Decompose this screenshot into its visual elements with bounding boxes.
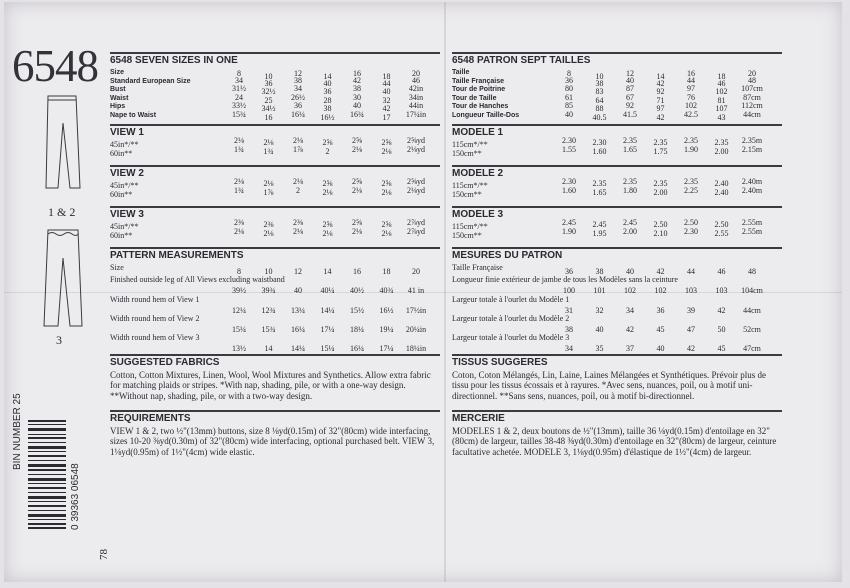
pm-row-value: 14	[264, 343, 273, 353]
size-value: 38	[323, 104, 332, 114]
yardage-value: 2⅛yd	[407, 185, 425, 195]
size-value: 44	[687, 75, 695, 85]
pm-row-value: 31	[565, 305, 573, 315]
pm-row-value: 34	[626, 305, 634, 315]
yardage-value: 2⅛	[381, 187, 392, 197]
yardage-value: 2.45	[562, 217, 576, 227]
size-value: 36	[294, 101, 302, 111]
size-value: 42in	[408, 84, 424, 94]
size-value: 43	[717, 113, 726, 122]
size-value: 17	[382, 113, 391, 122]
size-value: 34	[235, 75, 243, 85]
yardage-value: 1¾	[263, 146, 274, 156]
pm-row-value: 16¼	[350, 343, 364, 353]
size-value: 18	[717, 72, 726, 81]
pm-row-value: 45	[717, 343, 726, 353]
size-value: 46	[717, 78, 726, 88]
yardage-label: 115cm*/**	[452, 139, 488, 149]
pm-size-value: 40	[626, 266, 634, 276]
yardage-value: 2⅛	[293, 226, 303, 236]
view-title: VIEW 2	[110, 165, 440, 181]
size-value: 46	[412, 75, 420, 85]
yardage-value: 2.45	[623, 217, 637, 227]
view-label-1-2: 1 & 2	[48, 205, 76, 219]
size-value: 80	[565, 84, 573, 94]
yardage-label: 150cm**	[452, 230, 482, 240]
barcode-digits: 0 39363 06548	[70, 463, 81, 530]
size-value: 48	[748, 75, 756, 85]
size-row-label: Size	[110, 69, 125, 76]
size-value: 42	[656, 78, 665, 88]
yardage-value: 2.50	[684, 217, 698, 227]
yardage-value: 2⅞yd	[407, 217, 425, 227]
yardage-value: 2⅛	[322, 228, 333, 238]
pm-row-value: 13½	[232, 343, 246, 353]
pm-row-value: 17½in	[405, 305, 427, 315]
view-title: MODELE 2	[452, 165, 782, 181]
size-row-label: Longueur Taille-Dos	[452, 112, 520, 119]
yardage-value: 2	[325, 146, 330, 156]
size-value: 112cm	[741, 101, 763, 111]
yardage-value: 2⅛	[352, 185, 362, 195]
yardage-value: 2.10	[653, 228, 668, 238]
fabrics-text: Cotton, Cotton Mixtures, Linen, Wool, Wool Mixtures and Synthetics. Allow extra fabric for matching plaids or stripes. *With nap, shading, pile, or with a one-way design. **Without nap, shading, pile, or with a two-way design.	[110, 369, 431, 401]
pm-row-value: 42	[687, 343, 695, 353]
pm-row-value: 18¼	[350, 324, 364, 334]
size-value: 40	[382, 87, 391, 97]
pm-row-value: 14¼	[291, 343, 305, 353]
yardage-value: 2.40	[714, 187, 729, 197]
yardage-value: 2.35	[623, 176, 637, 186]
view-title: MODELE 3	[452, 206, 782, 222]
yardage-label: 45in*/**	[110, 221, 139, 231]
size-value: 36	[565, 75, 573, 85]
yardage-value: 2⅝	[352, 176, 362, 186]
size-value: 42	[353, 75, 361, 85]
yardage-value: 1.75	[653, 146, 668, 156]
pm-row-value: 44cm	[743, 305, 761, 315]
bin-number: BIN NUMBER 25	[12, 393, 23, 470]
requirements-text: MODELES 1 & 2, deux boutons de ½"(13mm), taille 36 ⅛yd(0.15m) d'entoilage en 32"(80cm) de largeur, tailles 38-48 ⅜yd(0.30m) d'entoilage en 32"(80cm) de largeur, ceinture facultative achetée. MODELE 3, 1⅛yd(0.95m) d'élastique de 1½"(4cm) de largeur.	[452, 425, 777, 457]
pm-size-label: Taille Française	[452, 262, 503, 272]
yardage-value: 1.65	[623, 144, 637, 154]
pm-row-value: 104cm	[741, 285, 763, 295]
yardage-value: 1⅞	[263, 187, 274, 197]
yardage-value: 2⅛	[234, 135, 244, 145]
pm-size-value: 42	[656, 266, 665, 276]
pm-row-label: Largeur totale à l'ourlet du Modèle 2	[452, 313, 570, 323]
size-value: 32	[382, 95, 391, 105]
pm-row-value: 47	[687, 324, 695, 334]
yardage-value: 1.60	[562, 185, 576, 195]
pm-row-value: 34	[565, 343, 573, 353]
yardage-value: 2⅝	[381, 178, 392, 188]
size-value: 87cm	[743, 92, 761, 102]
yardage-value: 2.00	[653, 187, 668, 197]
size-value: 18	[382, 72, 391, 81]
pm-row-value: 17¼	[379, 343, 394, 353]
size-row-label: Nape to Waist	[110, 112, 157, 119]
yardage-value: 2⅛	[263, 178, 274, 188]
size-value: 12	[294, 69, 302, 78]
yardage-value: 1.90	[562, 226, 576, 236]
size-value: 40	[626, 75, 634, 85]
fabrics-text: Coton, Coton Mélangés, Lin, Laine, Laines Mélangées et Synthétiques. Prévoir plus de tissu pour les tissus écossais et à rayures. *Avec sens, nuances, poil, ou à motif uni-directionnel. **Sans sens, nuances, poil, ou à motif bi-directionnel.	[452, 369, 766, 401]
size-value: 34	[294, 84, 302, 94]
size-value: 81	[717, 95, 726, 105]
pm-row-value: 35	[595, 343, 604, 353]
pm-row-label: Largeur totale à l'ourlet du Modèle 1	[452, 294, 570, 304]
yardage-label: 60in**	[110, 230, 133, 240]
section-title: 6548 SEVEN SIZES IN ONE	[110, 52, 440, 68]
size-value: 42.5	[684, 110, 698, 119]
section-title: 6548 PATRON SEPT TAILLES	[452, 52, 782, 68]
size-value: 31½	[232, 84, 246, 94]
size-value: 8	[567, 69, 571, 78]
yardage-value: 2.15m	[741, 144, 763, 154]
size-value: 40	[565, 110, 573, 119]
yardage-value: 2.00	[714, 146, 729, 156]
yardage-value: 2⅛yd	[407, 144, 425, 154]
yardage-label: 115cm*/**	[452, 180, 488, 190]
pm-row-value: 45	[656, 324, 665, 334]
requirements-title: REQUIREMENTS	[110, 410, 440, 426]
yardage-label: 45in*/**	[110, 139, 139, 149]
yardage-value: 2.35	[623, 135, 637, 145]
fabrics-title: TISSUS SUGGERES	[452, 354, 782, 370]
size-value: 107	[715, 104, 728, 114]
pm-row-value: 15¼	[232, 324, 246, 334]
pm-size-value: 48	[748, 266, 756, 276]
pm-size-value: 46	[717, 266, 726, 276]
yardage-label: 60in**	[110, 189, 133, 199]
yardage-value: 2⅜	[293, 217, 303, 227]
yardage-label: 115cm*/**	[452, 221, 488, 231]
size-value: 88	[595, 104, 604, 114]
pm-row-value: 15½	[350, 305, 364, 315]
yardage-value: 2	[296, 185, 300, 195]
pm-size-value: 10	[264, 266, 273, 276]
yardage-value: 2⅛	[381, 146, 392, 156]
size-value: 14	[323, 72, 332, 81]
pm-row-value: 12¼	[232, 305, 246, 315]
pm-row-value: 16¼	[291, 324, 305, 334]
pm-row-label: Longueur finie extérieur de jambe de tous les Modèles sans la ceinture	[452, 274, 678, 284]
yardage-value: 2.30	[592, 137, 607, 147]
yardage-value: 2.30	[684, 226, 698, 236]
pm-size-label: Size	[110, 262, 124, 272]
yardage-value: 2.25	[684, 185, 698, 195]
size-value: 26½	[291, 92, 305, 102]
size-value: 102	[685, 101, 697, 111]
yardage-value: 2.35	[653, 178, 668, 188]
size-value: 33½	[232, 101, 246, 111]
yardage-value: 2⅝yd	[407, 176, 425, 186]
yardage-value: 1.95	[592, 228, 607, 238]
pm-size-value: 44	[687, 266, 695, 276]
yardage-value: 2⅝yd	[407, 135, 425, 145]
yardage-value: 2⅛	[322, 187, 333, 197]
yardage-value: 1.80	[623, 185, 637, 195]
pm-row-label: Largeur totale à l'ourlet du Modèle 3	[452, 332, 570, 342]
pm-row-value: 103	[715, 285, 728, 295]
pattern-number: 6548	[12, 41, 98, 91]
pants-front-drawing	[46, 96, 80, 188]
pm-row-value: 100	[563, 285, 575, 295]
size-row-label: Hips	[110, 103, 126, 111]
pm-size-value: 12	[294, 266, 302, 276]
pm-row-value: 37	[626, 343, 634, 353]
pm-row-value: 102	[654, 285, 667, 295]
yardage-value: 2⅜	[263, 219, 274, 229]
size-value: 92	[656, 87, 665, 97]
page-mark: 78	[98, 549, 110, 560]
pm-size-value: 36	[565, 266, 573, 276]
size-value: 14	[656, 72, 665, 81]
requirements-title: MERCERIE	[452, 410, 782, 426]
yardage-value: 2⅝	[352, 135, 362, 145]
size-value: 102	[715, 87, 728, 97]
size-row-label: Tour de Poitrine	[452, 86, 506, 94]
pm-row-value: 103	[685, 285, 697, 295]
size-value: 64	[595, 95, 604, 105]
yardage-value: 2.45	[592, 219, 607, 229]
size-value: 16½	[320, 113, 335, 122]
pm-row-value: 14¼	[320, 305, 335, 315]
size-value: 32½	[261, 87, 276, 97]
yardage-value: 2⅝	[322, 178, 333, 188]
size-value: 38	[294, 75, 302, 85]
pm-row-value: 42	[717, 305, 726, 315]
pm-row-value: 47cm	[743, 343, 761, 353]
pm-row-value: 50	[717, 324, 726, 334]
fabrics-title: SUGGESTED FABRICS	[110, 354, 440, 370]
size-value: 67	[626, 92, 634, 102]
yardage-label: 150cm**	[452, 189, 482, 199]
size-value: 17¼in	[405, 110, 427, 119]
pm-size-value: 20	[412, 266, 420, 276]
size-value: 16¾	[350, 110, 364, 119]
pm-row-value: 42	[626, 324, 634, 334]
size-value: 40.5	[592, 113, 607, 122]
size-value: 12	[626, 69, 634, 78]
size-value: 16¼	[291, 110, 305, 119]
pm-row-value: 40¾	[379, 285, 394, 295]
yardage-value: 2.55	[714, 228, 729, 238]
pm-row-label: Width round hem of View 2	[110, 313, 200, 323]
pm-row-value: 36	[656, 305, 665, 315]
size-value: 36	[323, 87, 332, 97]
size-value: 34½	[261, 104, 276, 114]
size-value: 20	[412, 69, 420, 78]
size-value: 16	[264, 113, 273, 122]
yardage-label: 150cm**	[452, 148, 482, 158]
yardage-label: 60in**	[110, 148, 133, 158]
size-value: 40	[353, 101, 361, 111]
size-value: 76	[687, 92, 695, 102]
pm-size-value: 14	[323, 266, 332, 276]
yardage-value: 1.55	[562, 144, 576, 154]
pm-row-value: 17¼	[320, 324, 335, 334]
size-row-label: Standard European Size	[110, 77, 191, 85]
size-value: 107cm	[741, 84, 763, 94]
view-label-3: 3	[56, 333, 62, 347]
pm-row-value: 19¼	[379, 324, 394, 334]
yardage-value: 2⅛	[263, 228, 274, 238]
yardage-value: 2.55m	[741, 217, 763, 227]
size-value: 16	[353, 69, 361, 78]
pm-row-value: 13¼	[291, 305, 305, 315]
pattern-measurements-title: PATTERN MEASUREMENTS	[110, 247, 440, 263]
yardage-value: 2.40	[714, 178, 729, 188]
yardage-value: 2⅝	[322, 137, 333, 147]
size-value: 44	[382, 78, 391, 88]
size-value: 28	[323, 95, 332, 105]
size-value: 36	[264, 78, 273, 88]
size-value: 20	[748, 69, 756, 78]
yardage-value: 1⅞	[293, 144, 303, 154]
yardage-value: 2.35	[684, 135, 698, 145]
yardage-value: 2⅛	[381, 228, 392, 238]
size-value: 61	[565, 92, 573, 102]
pm-row-value: 40	[656, 343, 665, 353]
yardage-value: 2.50	[714, 219, 729, 229]
size-row-label: Tour de Hanches	[452, 103, 509, 111]
size-row-label: Taille Française	[452, 77, 505, 85]
yardage-value: 2⅛	[293, 176, 303, 186]
yardage-value: 1.90	[684, 144, 698, 154]
yardage-value: 2.35	[714, 137, 729, 147]
yardage-value: 1.60	[592, 146, 607, 156]
size-value: 10	[264, 72, 273, 81]
size-value: 83	[595, 87, 604, 97]
pm-row-label: Width round hem of View 3	[110, 332, 200, 342]
pm-row-value: 20¼in	[405, 324, 427, 334]
pm-row-value: 102	[624, 285, 636, 295]
pm-size-value: 16	[353, 266, 361, 276]
yardage-value: 2.40m	[741, 185, 763, 195]
size-value: 44in	[408, 101, 424, 111]
view-title: VIEW 3	[110, 206, 440, 222]
yardage-value: 2⅛	[352, 144, 362, 154]
size-value: 85	[565, 101, 573, 111]
pm-row-value: 12¾	[261, 305, 276, 315]
view-title: VIEW 1	[110, 124, 440, 140]
size-value: 40	[323, 78, 332, 88]
size-row-label: Taille	[452, 69, 470, 76]
yardage-value: 2⅛	[234, 226, 244, 236]
yardage-value: 2⅛	[352, 226, 362, 236]
pm-row-value: 39½	[232, 285, 246, 295]
size-value: 42	[382, 104, 391, 114]
yardage-value: 2.35	[653, 137, 668, 147]
pm-row-value: 40	[595, 324, 604, 334]
yardage-value: 1¾	[234, 185, 244, 195]
yardage-value: 1.65	[592, 187, 607, 197]
yardage-value: 2.50	[653, 219, 668, 229]
pm-row-value: 40	[294, 285, 302, 295]
pm-row-value: 32	[595, 305, 604, 315]
pm-row-value: 41 in	[407, 285, 425, 295]
size-value: 34in	[408, 92, 424, 102]
yardage-value: 2.30	[562, 176, 576, 186]
yardage-value: 1¾	[234, 144, 244, 154]
pm-size-value: 18	[382, 266, 391, 276]
yardage-value: 2.00	[623, 226, 637, 236]
yardage-value: 2.30	[562, 135, 576, 145]
pm-row-label: Finished outside leg of All Views excluding waistband	[110, 274, 285, 284]
pm-row-value: 52cm	[743, 324, 761, 334]
size-value: 71	[656, 95, 665, 105]
size-value: 92	[626, 101, 634, 111]
pm-row-value: 101	[593, 285, 606, 295]
size-value: 16	[687, 69, 695, 78]
yardage-value: 2⅜	[234, 217, 244, 227]
size-value: 44cm	[743, 110, 761, 119]
size-value: 24	[235, 92, 243, 102]
size-value: 42	[656, 113, 665, 122]
yardage-value: 2.55m	[741, 226, 763, 236]
yardage-value: 2⅝	[381, 137, 392, 147]
yardage-label: 45in*/**	[110, 180, 139, 190]
yardage-value: 2⅝	[322, 219, 333, 229]
size-value: 87	[626, 84, 634, 94]
pm-size-value: 38	[595, 266, 604, 276]
size-value: 15¾	[232, 110, 246, 119]
size-value: 38	[353, 84, 361, 94]
yardage-value: 2⅛	[293, 135, 303, 145]
yardage-value: 2.35	[592, 178, 607, 188]
barcode-image	[28, 420, 66, 530]
size-value: 30	[353, 92, 361, 102]
pm-row-value: 39¾	[261, 285, 276, 295]
yardage-value: 2.35	[684, 176, 698, 186]
yardage-value: 2⅝	[352, 217, 362, 227]
size-value: 41.5	[623, 110, 637, 119]
size-value: 10	[595, 72, 604, 81]
pm-row-value: 16½	[379, 305, 394, 315]
yardage-value: 2⅞yd	[407, 226, 425, 236]
yardage-value: 2⅛	[263, 137, 274, 147]
pants-elastic-drawing	[44, 230, 82, 326]
pm-row-value: 40½	[350, 285, 364, 295]
requirements-text: VIEW 1 & 2, two ½"(13mm) buttons, size 8 ⅛yd(0.15m) of 32"(80cm) wide interfacing, sizes 10-20 ⅜yd(0.30m) of 32"(80cm) wide interfacing, optional purchased belt. VIEW 3, 1⅛yd(0.95m) of 1½"(4cm) wide elastic.	[110, 425, 435, 457]
pm-row-value: 39	[687, 305, 695, 315]
pm-row-label: Width round hem of View 1	[110, 294, 200, 304]
pm-row-value: 15¾	[261, 324, 276, 334]
pattern-measurements-title: MESURES DU PATRON	[452, 247, 782, 263]
view-title: MODELE 1	[452, 124, 782, 140]
size-row-label: Tour de Taille	[452, 94, 497, 102]
yardage-value: 2.40m	[741, 176, 763, 186]
pm-row-value: 15¼	[320, 343, 335, 353]
yardage-value: 2⅛	[234, 176, 244, 186]
pm-row-value: 40¼	[320, 285, 335, 295]
size-row-label: Waist	[110, 94, 129, 102]
size-value: 25	[264, 95, 273, 105]
yardage-value: 2⅝	[381, 219, 392, 229]
size-value: 97	[687, 84, 695, 94]
size-value: 38	[595, 78, 604, 88]
size-row-label: Bust	[110, 86, 126, 94]
size-value: 97	[656, 104, 665, 114]
pm-row-value: 38	[565, 324, 573, 334]
size-value: 8	[237, 69, 241, 78]
pm-row-value: 18¼in	[405, 343, 427, 353]
pm-size-value: 8	[237, 266, 241, 276]
yardage-value: 2.35m	[741, 135, 763, 145]
